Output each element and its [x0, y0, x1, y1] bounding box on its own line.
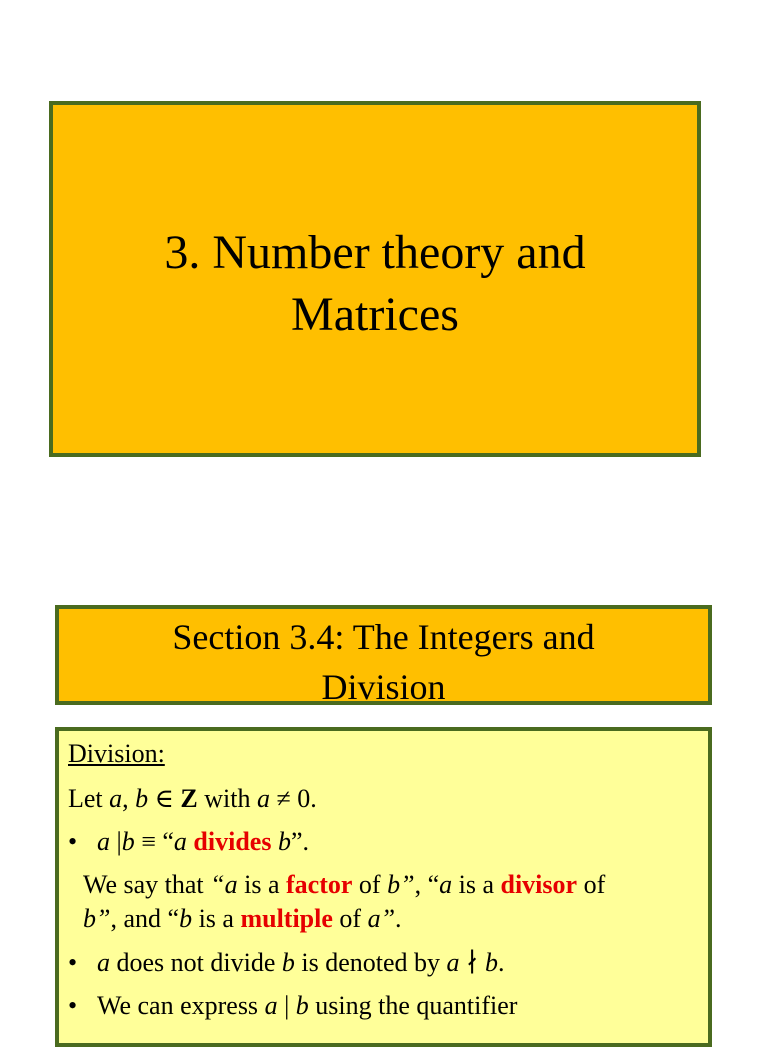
- term-factor: factor: [286, 870, 353, 899]
- let-line-text: ,: [122, 784, 136, 813]
- division-heading: Division:: [68, 739, 165, 768]
- term-divisor: divisor: [500, 870, 578, 899]
- divides-bar: |: [110, 827, 122, 856]
- not-equal-zero: ≠ 0.: [269, 784, 317, 813]
- let-line: [68, 784, 317, 814]
- var-b: b: [135, 784, 149, 813]
- bullet: •: [68, 991, 78, 1020]
- divides-definition: a |b ≡ “a divides b”.: [97, 827, 309, 856]
- section-header: [55, 605, 712, 705]
- title-slide: [49, 101, 701, 457]
- equiv-symbol: ≡ “: [134, 827, 174, 856]
- var-a: a: [97, 948, 110, 977]
- var-a: a: [97, 827, 110, 856]
- var-a: a: [109, 784, 123, 813]
- section-title-line-1: Section 3.4: The Integers and: [172, 617, 595, 657]
- say-line-1: We say that “a is a factor of b”, “a is a divisor of: [83, 870, 606, 899]
- section-title-line-2: Division: [321, 667, 446, 707]
- quantifier-text: We can express a | b using the quantifier: [97, 991, 518, 1020]
- slide-title: [164, 222, 585, 346]
- integers-symbol: Z: [180, 784, 198, 813]
- bullet: •: [68, 948, 78, 977]
- var-a: a: [264, 991, 278, 1020]
- let-line-text: Let: [68, 784, 110, 813]
- term-multiple: multiple: [240, 904, 333, 933]
- say-line-2: b”, and “b is a multiple of a”.: [83, 904, 402, 933]
- let-line-text: with: [197, 784, 257, 813]
- var-b: b: [121, 827, 135, 856]
- var-b: b: [295, 991, 309, 1020]
- term-divides: divides: [193, 827, 272, 856]
- var-b: b: [281, 948, 295, 977]
- not-divide-text: a does not divide b is denoted by a ∤ b.: [97, 948, 505, 977]
- title-line-1: 3. Number theory and: [164, 226, 586, 279]
- var-a: a: [256, 784, 270, 813]
- not-divides-notation: a ∤ b: [446, 948, 498, 977]
- var-a: a: [173, 827, 187, 856]
- content-box: [55, 727, 712, 1047]
- bullet: •: [68, 827, 78, 856]
- title-line-2: Matrices: [291, 288, 459, 341]
- var-b: b: [277, 827, 291, 856]
- element-of-symbol: ∈: [148, 784, 181, 813]
